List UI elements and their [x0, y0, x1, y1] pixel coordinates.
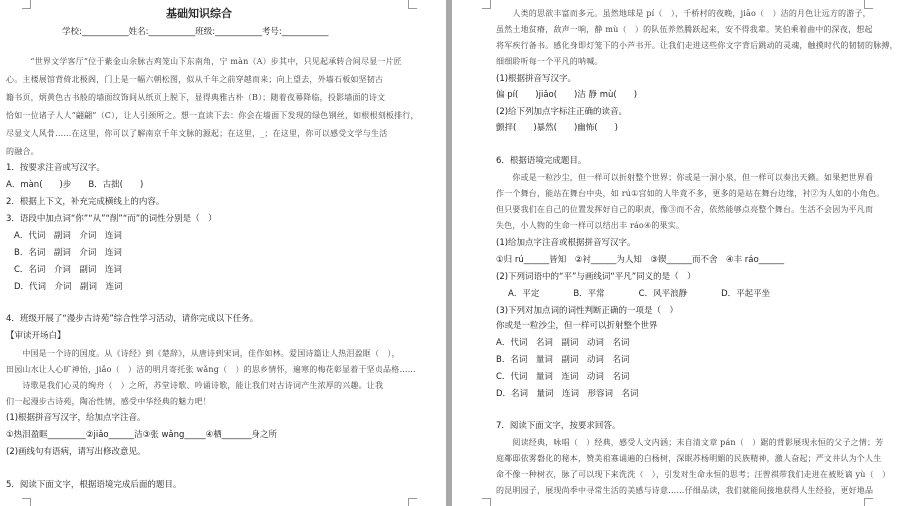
passage-line: 阅读经典，咏唱（ ）经典，感受人文内涵；末自清文章 pán（ ）踞的背影展现永恒的父子之情；芳: [496, 438, 884, 447]
question-6-3: (3)下列对加点词的词性判断正确的一项是（ ）: [496, 306, 679, 316]
crop-mark: [864, 498, 873, 506]
passage-line: 籍书页，炳黄色古书般的墙面纹饰间从纸页上脱下，显得典雅古朴（B）；随着夜幕降临，投影墙面的诗文: [6, 93, 386, 102]
question-6-3-sentence: 你或是一粒沙尘，但一样可以折射整个世界: [496, 321, 658, 331]
passage-line: 庭鄰邸依雾磐化的秘本，赞美祖寡诵遍的白杨树，深眠苏杨明媚的民族精神，激人奋起；严文井认为个人生: [496, 454, 882, 463]
crop-mark: [408, 0, 417, 9]
passage-line: “世界文学客厅”位于紫金山余脉古鸡笼山下东南角，宁 màn（A）步其中，只见起承转合间尽显一片匠: [14, 57, 403, 66]
question-4-1: (1)根据拼音写汉字，给加点字注音。: [6, 413, 146, 423]
question-3: 3．语段中加点词“你”“从”“削”“而”的词性分别是（ ）: [6, 214, 217, 224]
passage-line: 们一起漫步古诗苑，陶冶性情，感受中华经典的魅力吧！: [6, 397, 211, 406]
question-6: 6．根据语境完成题目。: [496, 156, 587, 166]
passage-line: 尽显文人风骨……在这里，你可以了解南京千年文脉的源起；在这里，_；在这里，你可以感受文学与生活: [6, 129, 388, 138]
document-page-left: [0, 0, 446, 506]
crop-mark: [22, 498, 31, 506]
passage-line: 将军疾行备书。感化身即灯笼下的小芦书开。让我们走进这些你文字背后跳动的灵魂，触摸时代的韧韧的脉搏，: [496, 41, 898, 50]
crop-mark: [482, 0, 491, 9]
question-r1-blanks: 偏 pí( )jiǎo( )洁 静 mù( ): [496, 90, 638, 100]
passage-line: 中国是一个诗的国度。从《诗经》到《楚辞》，从唐诗到宋词，佳作如林。爱国诗篇让人热泪盈眶（ ），: [6, 349, 400, 358]
passage-line: 作一个舞台，能站在舞台中央，如 rú①宫如的人毕竟不多，更多的是站在舞台边缘，衬②为人如的小角色。: [496, 189, 885, 198]
passage-line: 诗歌是我们心灵的绚舟（ ）之所，苏堂诗歌、吟诵诗歌，能让我们对古诗词产生浓厚的兴趣。让我: [6, 381, 384, 390]
passage-line: 的融合。: [6, 147, 39, 156]
page-title: 基础知识综合: [166, 7, 232, 20]
question-2: 2．根据上下文，补充完成横线上的内容。: [6, 197, 165, 207]
passage-line: 细细聆听每一个平凡的呐喊。: [496, 57, 603, 66]
question-4-2: (2)画线句有语病，请写出修改意见。: [6, 447, 146, 457]
question-5: 5．阅读下面文字，根据语境完成后面的题目。: [6, 480, 182, 490]
option-a: A．代词 名词 副词 动词 名词: [496, 338, 630, 348]
passage-line: 心。主楼展馆背倚北极阁，门上是一幅六朝松图，似从千年之前穿越而来；向上望去，外墙石板如坚韧古: [6, 75, 384, 84]
passage-line: 的昆明园子，展现尚季中寻常生活的美感与诗意……仔细品读，我们就能间接地获得人生经验，更好地品: [496, 486, 874, 495]
question-1: 1．按要求注音或写汉字。: [6, 163, 105, 173]
passage-line: 失色，小人物的生命一样可以结出丰 ráo④的果实。: [496, 221, 685, 230]
option-c: C．代词 量词 连词 动词 名词: [496, 372, 630, 382]
passage-line: 人类的思欲丰富而多元。虽然地球是 pí（ ），千桥村的夜晚，jiāo（ ）洁的月色让远方的游子，: [496, 9, 871, 18]
option-a: A．代词 副词 介词 连词: [14, 231, 122, 241]
question-r2: (2)给下列加点字标注正确的读音。: [496, 107, 628, 117]
option-b: B．名词 副词 介词 连词: [14, 248, 122, 258]
option-d: D．名词 量词 连词 形容词 名词: [496, 389, 639, 399]
option-d: D．代词 介词 副词 连词: [14, 282, 123, 292]
crop-mark: [482, 498, 491, 506]
question-r2-blanks: 颤拌( )暴然( )幽怖( ): [496, 123, 618, 133]
passage-line: 恰如一位诸子人人“翩翩”（C），让人引颈所之。想一直读下去：你会在墙面下发现的绿色钢丝，如根根刻板排行，: [6, 111, 419, 120]
question-4: 4．班级开展了“漫步古诗苑”综合性学习活动，请你完成以下任务。: [6, 314, 259, 324]
passage-line: 田园山水让人心旷神怡，jiǎo（ ）洁的明月寄托张 wǎng（ ）的思乡情怀，遍寒的梅花彰显着于坚贞品格……: [6, 365, 416, 374]
passage-line: 命不像一种树衣，脉了可以现下来洗洗（ ），引发对生命永恒的思考；汪曾祺带我们走进在被贬谪 yù（ ）: [496, 470, 891, 479]
question-6-2-options: A．平定 B．平常 C．风平浪静 D．平起平坐: [508, 289, 771, 299]
question-7: 7．阅读下面文字，按要求回答。: [496, 421, 621, 431]
crop-mark: [408, 498, 417, 506]
section-heading: 【审读开场白】: [6, 331, 66, 341]
question-6-1: (1)给加点字注音或根据拼音写汉字。: [496, 238, 636, 248]
crop-mark: [22, 0, 31, 9]
question-6-2: (2)下列词语中的“平”与画线词“平凡”同义的是（ ）: [496, 272, 696, 282]
passage-line: 你或是一粒沙尘，但一样可以折射整个世界；你或是一洞小泉，但一样可以奏出天籁。如果把世界看: [496, 173, 874, 182]
document-page-right: [452, 0, 900, 506]
option-b: B．名词 量词 副词 动词 名词: [496, 355, 630, 365]
passage-line: 虽然土地贫瘠，敌声一响，静 mù（ ）的队伍养然腾跃起来，安不得我辈。笑伯乘着曲中的深夜，想起: [496, 25, 873, 34]
option-c: C．名词 介词 副词 连词: [14, 265, 122, 275]
question-4-1-blanks: ①热泪盈眶_________②jiǎo______洁③张 wǎng_____④栖_______身之所: [6, 430, 278, 440]
passage-line: 但只要我们在自己的位置发挥好自己的职责，像③而不舍，依然能够点亮整个舞台。生活不会因为平凡而: [496, 205, 874, 214]
question-6-1-blanks: ①归 rú______皆知 ②衬______为人知 ③锲______而不舍 ④丰 ráo______: [496, 255, 785, 265]
student-info-line: 学校:___________姓名:___________班级:___________考号:___________: [62, 27, 329, 37]
question-r1: (1)根据拼音写汉字。: [496, 74, 577, 84]
question-1-options: A．màn( )步 B．古拙( ): [6, 180, 144, 190]
